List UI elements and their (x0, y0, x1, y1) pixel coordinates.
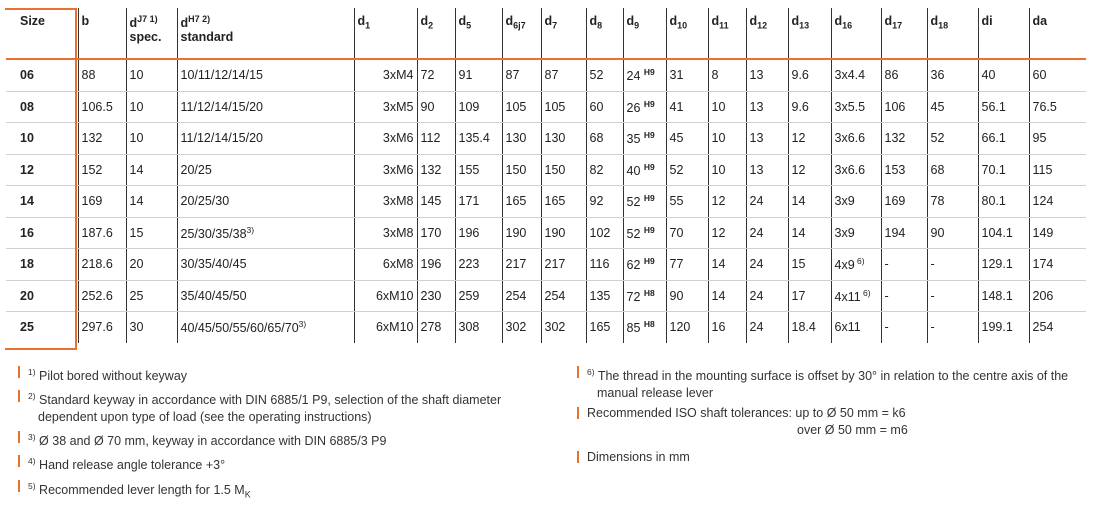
col-d7: $d_7$ (541, 8, 586, 59)
col-d8: $d_8$ (586, 8, 623, 59)
cell-d10: 45 (666, 123, 708, 155)
cell-d10: 90 (666, 280, 708, 312)
cell-d7: 150 (541, 154, 586, 186)
cell-d8: 52 (586, 59, 623, 91)
table-row (6, 280, 1086, 312)
cell-d16: 6x11 (831, 312, 881, 343)
cell-d17: 194 (881, 217, 927, 249)
cell-d1: 3xM6 (354, 123, 417, 155)
table-row (6, 91, 1086, 123)
cell-dh7: 10/11/12/14/15 (177, 59, 354, 91)
cell-d12: 13 (746, 123, 788, 155)
cell-d2: 170 (417, 217, 455, 249)
dimension-table-wrap (6, 8, 1086, 343)
cell-dh7: 25/30/35/38$^{3)}$ (177, 217, 354, 249)
cell-size: 10 (6, 123, 78, 155)
cell-d18: 68 (927, 154, 978, 186)
cell-d2: 90 (417, 91, 455, 123)
cell-d1: 3xM5 (354, 91, 417, 123)
cell-d5: 308 (455, 312, 502, 343)
cell-size: 06 (6, 59, 78, 91)
cell-di: 129.1 (978, 249, 1029, 281)
cell-d10: 77 (666, 249, 708, 281)
cell-d5: 155 (455, 154, 502, 186)
cell-d7: 254 (541, 280, 586, 312)
cell-d8: 165 (586, 312, 623, 343)
cell-da: 254 (1029, 312, 1086, 343)
cell-d12: 13 (746, 91, 788, 123)
cell-d18: - (927, 249, 978, 281)
table-row (6, 186, 1086, 218)
cell-d11: 12 (708, 186, 746, 218)
cell-d11: 12 (708, 217, 746, 249)
cell-d2: 230 (417, 280, 455, 312)
col-d13: $d_{13}$ (788, 8, 831, 59)
cell-d17: - (881, 249, 927, 281)
cell-da: 149 (1029, 217, 1086, 249)
cell-d11: 14 (708, 249, 746, 281)
col-d9: $d_9$ (623, 8, 666, 59)
cell-d5: 109 (455, 91, 502, 123)
cell-d7: 302 (541, 312, 586, 343)
col-d2: $d_2$ (417, 8, 455, 59)
cell-d2: 278 (417, 312, 455, 343)
cell-dh7: 40/45/50/55/60/65/70$^{3)}$ (177, 312, 354, 343)
cell-d13: 17 (788, 280, 831, 312)
cell-d17: 132 (881, 123, 927, 155)
table-body (6, 59, 1086, 343)
cell-di: 80.1 (978, 186, 1029, 218)
cell-d9: 24 $^{H9}$ (623, 59, 666, 91)
cell-d7: 190 (541, 217, 586, 249)
cell-size: 12 (6, 154, 78, 186)
notes-right (577, 364, 1097, 469)
cell-d11: 8 (708, 59, 746, 91)
cell-d5: 171 (455, 186, 502, 218)
cell-da: 60 (1029, 59, 1086, 91)
cell-d10: 41 (666, 91, 708, 123)
cell-d16: 4x9 $^{6)}$ (831, 249, 881, 281)
cell-di: 199.1 (978, 312, 1029, 343)
cell-d10: 120 (666, 312, 708, 343)
cell-d2: 72 (417, 59, 455, 91)
notes-left (18, 364, 558, 506)
cell-d13: 14 (788, 217, 831, 249)
col-d10: $d_{10}$ (666, 8, 708, 59)
cell-size: 16 (6, 217, 78, 249)
cell-d18: 52 (927, 123, 978, 155)
cell-d10: 31 (666, 59, 708, 91)
cell-d9: 72 $^{H8}$ (623, 280, 666, 312)
cell-d16: 3x9 (831, 217, 881, 249)
cell-d17: 153 (881, 154, 927, 186)
cell-d5: 135.4 (455, 123, 502, 155)
cell-b: 187.6 (78, 217, 126, 249)
cell-size: 14 (6, 186, 78, 218)
cell-d9: 35 $^{H9}$ (623, 123, 666, 155)
table-row (6, 249, 1086, 281)
table-row (6, 123, 1086, 155)
cell-d9: 62 $^{H9}$ (623, 249, 666, 281)
cell-d13: 12 (788, 123, 831, 155)
cell-d11: 10 (708, 123, 746, 155)
cell-d7: 165 (541, 186, 586, 218)
cell-d5: 259 (455, 280, 502, 312)
cell-d13: 12 (788, 154, 831, 186)
cell-dj7: 14 (126, 186, 177, 218)
cell-d17: - (881, 312, 927, 343)
cell-d17: 106 (881, 91, 927, 123)
col-da: da (1029, 8, 1086, 59)
col-d6j7: $d_{6j7}$ (502, 8, 541, 59)
cell-dh7: 35/40/45/50 (177, 280, 354, 312)
cell-b: 218.6 (78, 249, 126, 281)
cell-dj7: 10 (126, 123, 177, 155)
cell-d5: 91 (455, 59, 502, 91)
cell-d12: 13 (746, 59, 788, 91)
cell-di: 148.1 (978, 280, 1029, 312)
cell-d2: 196 (417, 249, 455, 281)
cell-dj7: 25 (126, 280, 177, 312)
cell-di: 104.1 (978, 217, 1029, 249)
cell-d11: 14 (708, 280, 746, 312)
cell-dh7: 30/35/40/45 (177, 249, 354, 281)
cell-size: 25 (20, 320, 34, 335)
cell-dj7: 10 (126, 59, 177, 91)
col-d17: $d_{17}$ (881, 8, 927, 59)
cell-d17: - (881, 280, 927, 312)
cell-d1: 3xM8 (354, 186, 417, 218)
cell-d10: 52 (666, 154, 708, 186)
cell-d13: 18.4 (788, 312, 831, 343)
cell-d2: 145 (417, 186, 455, 218)
table-row (6, 59, 1086, 91)
cell-d10: 70 (666, 217, 708, 249)
cell-d7: 217 (541, 249, 586, 281)
cell-d12: 24 (746, 249, 788, 281)
col-di: di (978, 8, 1029, 59)
cell-d17: 169 (881, 186, 927, 218)
cell-d6j7: 190 (502, 217, 541, 249)
cell-d2: 112 (417, 123, 455, 155)
cell-d8: 68 (586, 123, 623, 155)
col-d11: $d_{11}$ (708, 8, 746, 59)
cell-d9: 40 $^{H9}$ (623, 154, 666, 186)
cell-d18: 45 (927, 91, 978, 123)
cell-size: 08 (6, 91, 78, 123)
cell-d12: 24 (746, 186, 788, 218)
cell-dj7: 30 (126, 312, 177, 343)
cell-dj7: 15 (126, 217, 177, 249)
cell-d5: 223 (455, 249, 502, 281)
cell-d18: 78 (927, 186, 978, 218)
col-d18: $d_{18}$ (927, 8, 978, 59)
col-b: b (78, 8, 126, 59)
cell-d17: 86 (881, 59, 927, 91)
note-shaft-tolerance: Recommended ISO shaft tolerances: up to Ø 50 mm = k6 over Ø 50 mm = m6 (577, 405, 1097, 439)
cell-d8: 82 (586, 154, 623, 186)
cell-d1: 6xM10 (354, 280, 417, 312)
cell-d11: 16 (708, 312, 746, 343)
cell-dj7: 14 (126, 154, 177, 186)
cell-d6j7: 254 (502, 280, 541, 312)
cell-d11: 10 (708, 154, 746, 186)
cell-d5: 196 (455, 217, 502, 249)
cell-d6j7: 150 (502, 154, 541, 186)
cell-b: 152 (78, 154, 126, 186)
cell-b: 132 (78, 123, 126, 155)
cell-di: 40 (978, 59, 1029, 91)
cell-d12: 13 (746, 154, 788, 186)
col-d5: $d_5$ (455, 8, 502, 59)
cell-d12: 24 (746, 280, 788, 312)
cell-d10: 55 (666, 186, 708, 218)
cell-dj7: 10 (126, 91, 177, 123)
note-2: $^{2)}$ Standard keyway in accordance with DIN 6885/1 P9, selection of the shaft diameter dependent upon type of load (see the operating instructions) (18, 388, 558, 426)
cell-d2: 132 (417, 154, 455, 186)
cell-d1: 6xM10 (354, 312, 417, 343)
cell-d9: 85 $^{H8}$ (623, 312, 666, 343)
cell-d1: 3xM8 (354, 217, 417, 249)
note-5: $^{5)}$ Recommended lever length for 1.5 $M_K$ (18, 478, 558, 504)
table-row (6, 154, 1086, 186)
cell-dh7: 20/25 (177, 154, 354, 186)
cell-d11: 10 (708, 91, 746, 123)
cell-d6j7: 87 (502, 59, 541, 91)
note-1: $^{1)}$ Pilot bored without keyway (18, 364, 558, 385)
col-d12: $d_{12}$ (746, 8, 788, 59)
cell-d6j7: 165 (502, 186, 541, 218)
cell-dh7: 11/12/14/15/20 (177, 91, 354, 123)
cell-d18: 90 (927, 217, 978, 249)
cell-d6j7: 302 (502, 312, 541, 343)
note-3: $^{3)}$ Ø 38 and Ø 70 mm, keyway in accordance with DIN 6885/3 P9 (18, 429, 558, 450)
cell-d16: 3x6.6 (831, 123, 881, 155)
cell-dj7: 20 (126, 249, 177, 281)
cell-d12: 24 (746, 312, 788, 343)
cell-d7: 105 (541, 91, 586, 123)
cell-dh7: 11/12/14/15/20 (177, 123, 354, 155)
cell-d1: 6xM8 (354, 249, 417, 281)
cell-b: 88 (78, 59, 126, 91)
dimension-table (6, 8, 1086, 343)
cell-d1: 3xM6 (354, 154, 417, 186)
cell-d1: 3xM4 (354, 59, 417, 91)
table-row (6, 217, 1086, 249)
cell-d9: 52 $^{H9}$ (623, 186, 666, 218)
cell-d16: 3x5.5 (831, 91, 881, 123)
note-dimensions: Dimensions in mm (577, 449, 1097, 466)
cell-b: 106.5 (78, 91, 126, 123)
cell-d13: 9.6 (788, 59, 831, 91)
cell-d12: 24 (746, 217, 788, 249)
note-6: $^{6)}$ The thread in the mounting surface is offset by 30° in relation to the centre axis of the manual release lever (577, 364, 1097, 402)
cell-da: 95 (1029, 123, 1086, 155)
cell-da: 115 (1029, 154, 1086, 186)
cell-d8: 60 (586, 91, 623, 123)
cell-d13: 9.6 (788, 91, 831, 123)
cell-dh7: 20/25/30 (177, 186, 354, 218)
table-row (6, 312, 1086, 343)
header-row (6, 8, 1086, 59)
cell-da: 206 (1029, 280, 1086, 312)
cell-d7: 130 (541, 123, 586, 155)
cell-da: 76.5 (1029, 91, 1086, 123)
cell-d7: 87 (541, 59, 586, 91)
cell-d18: - (927, 312, 978, 343)
cell-da: 124 (1029, 186, 1086, 218)
cell-d9: 52 $^{H9}$ (623, 217, 666, 249)
cell-d6j7: 217 (502, 249, 541, 281)
cell-d16: 3x9 (831, 186, 881, 218)
cell-d8: 135 (586, 280, 623, 312)
cell-d13: 14 (788, 186, 831, 218)
cell-d16: 3x4.4 (831, 59, 881, 91)
note-4: $^{4)}$ Hand release angle tolerance +3° (18, 453, 558, 474)
cell-di: 66.1 (978, 123, 1029, 155)
cell-d16: 4x11 $^{6)}$ (831, 280, 881, 312)
cell-da: 174 (1029, 249, 1086, 281)
cell-size: 18 (6, 249, 78, 281)
cell-size: 20 (6, 280, 78, 312)
cell-d18: - (927, 280, 978, 312)
col-d1: $d_1$ (354, 8, 417, 59)
cell-b: 169 (78, 186, 126, 218)
cell-b: 252.6 (78, 280, 126, 312)
col-dh7: $d^{H7 2)}$ standard (177, 8, 354, 59)
cell-d8: 102 (586, 217, 623, 249)
cell-b: 297.6 (78, 312, 126, 343)
cell-d16: 3x6.6 (831, 154, 881, 186)
cell-d8: 92 (586, 186, 623, 218)
cell-d13: 15 (788, 249, 831, 281)
cell-d8: 116 (586, 249, 623, 281)
cell-d6j7: 130 (502, 123, 541, 155)
cell-di: 56.1 (978, 91, 1029, 123)
col-size: Size (20, 14, 46, 28)
col-d16: $d_{16}$ (831, 8, 881, 59)
cell-d9: 26 $^{H9}$ (623, 91, 666, 123)
col-dj7: $d^{J7 1)}$ spec. (126, 8, 177, 59)
cell-d18: 36 (927, 59, 978, 91)
cell-di: 70.1 (978, 154, 1029, 186)
cell-d6j7: 105 (502, 91, 541, 123)
